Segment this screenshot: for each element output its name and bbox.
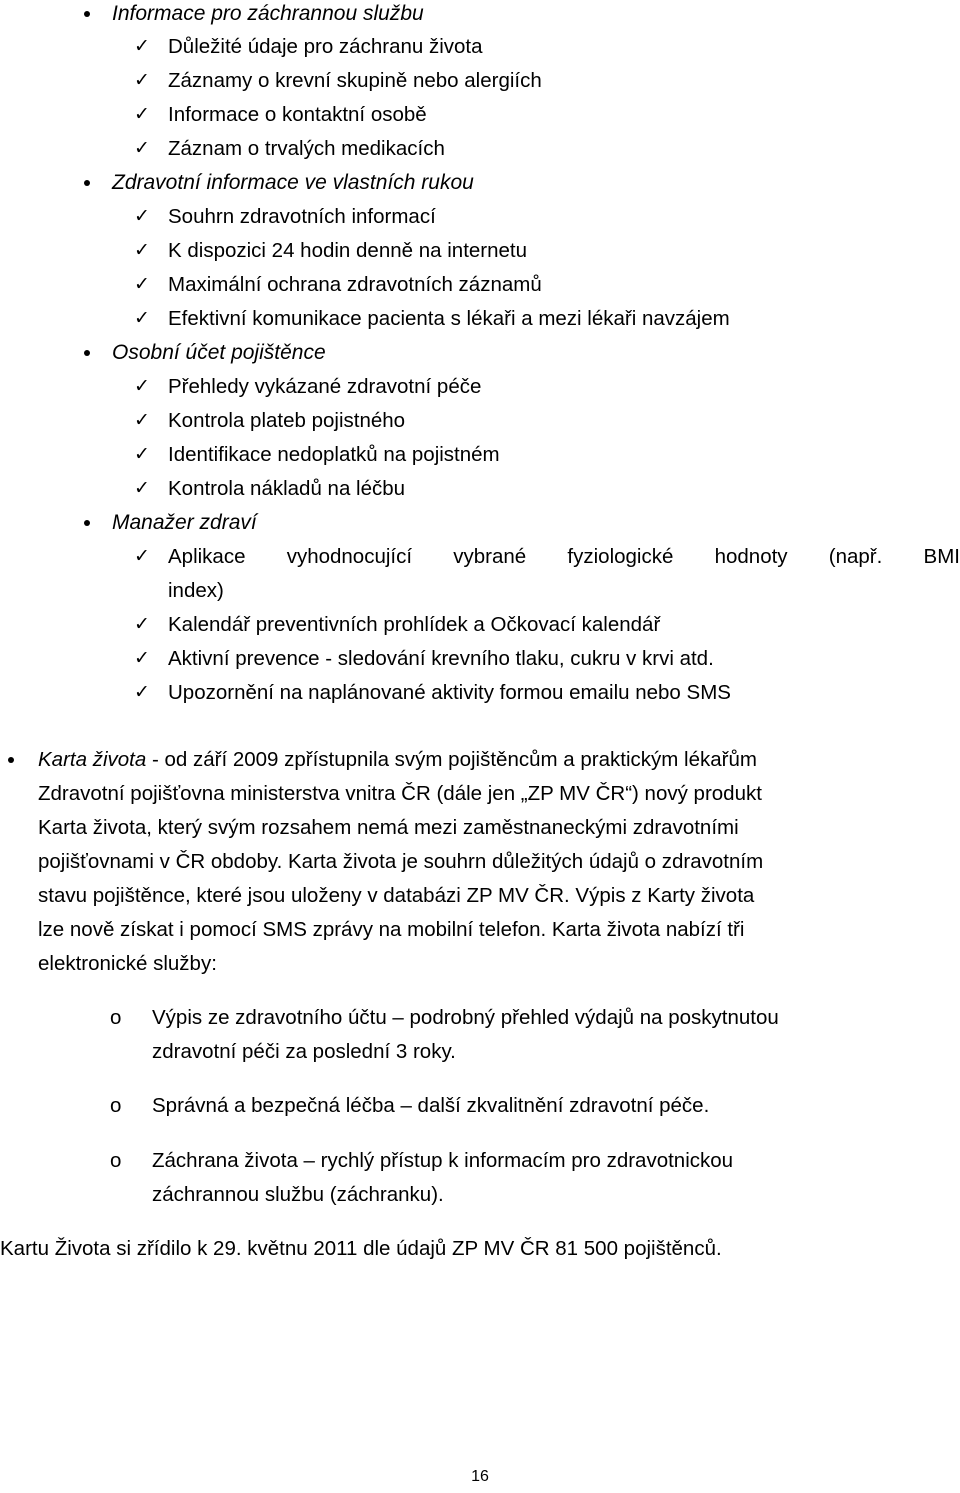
closing-sentence: Kartu Života si zřídilo k 29. květnu 2011 dle údajů ZP MV ČR 81 500 pojištěnců. — [0, 1237, 722, 1260]
check-icon: ✓ — [134, 478, 150, 499]
check-icon: ✓ — [134, 104, 150, 125]
bullet-icon — [8, 757, 14, 763]
check-icon: ✓ — [134, 376, 150, 397]
paragraph-line: stavu pojištěnce, které jsou uloženy v databázi ZP MV ČR. Výpis z Karty života — [38, 884, 755, 907]
list-item: Efektivní komunikace pacienta s lékaři a mezi lékaři navzájem — [168, 307, 730, 330]
list-item: Souhrn zdravotních informací — [168, 205, 436, 228]
list-item: K dispozici 24 hodin denně na internetu — [168, 239, 528, 262]
list-item: Informace o kontaktní osobě — [168, 103, 427, 126]
list-item: Upozornění na naplánované aktivity formou emailu nebo SMS — [168, 681, 731, 704]
karta-title: Karta života — [38, 748, 147, 771]
check-icon: ✓ — [134, 410, 150, 431]
service-line: zdravotní péči za poslední 3 roky. — [152, 1040, 456, 1063]
check-icon: ✓ — [134, 444, 150, 465]
list-item — [168, 540, 960, 608]
paragraph-text: - od září 2009 zpřístupnila svým pojištěncům a praktickým lékařům — [146, 748, 757, 771]
service-marker: o — [110, 1149, 122, 1172]
list-item: Důležité údaje pro záchranu života — [168, 35, 483, 58]
check-icon: ✓ — [134, 240, 150, 261]
service-line: Správná a bezpečná léčba – další zkvalitnění zdravotní péče. — [152, 1094, 710, 1117]
check-icon: ✓ — [134, 614, 150, 635]
check-icon: ✓ — [134, 206, 150, 227]
bullet-icon — [84, 11, 90, 17]
paragraph-line: Zdravotní pojišťovna ministerstva vnitra ČR (dále jen „ZP MV ČR“) nový produkt — [38, 782, 762, 805]
section-heading: Zdravotní informace ve vlastních rukou — [112, 171, 474, 194]
paragraph-line: lze nově získat i pomocí SMS zprávy na mobilní telefon. Karta života nabízí tři — [38, 918, 745, 941]
service-marker: o — [110, 1006, 122, 1029]
bullet-icon — [84, 520, 90, 526]
bullet-icon — [84, 180, 90, 186]
list-item: Kontrola nákladů na léčbu — [168, 477, 406, 500]
list-item: Identifikace nedoplatků na pojistném — [168, 443, 500, 466]
paragraph-line: pojišťovnami v ČR obdoby. Karta života je souhrn důležitých údajů o zdravotním — [38, 850, 764, 873]
paragraph-line: elektronické služby: — [38, 952, 217, 975]
service-marker: o — [110, 1094, 122, 1117]
list-item: Kontrola plateb pojistného — [168, 409, 406, 432]
service-item — [152, 1001, 942, 1069]
list-item: Kalendář preventivních prohlídek a Očkovací kalendář — [168, 613, 661, 636]
list-item: Záznam o trvalých medikacích — [168, 137, 445, 160]
section-heading: Informace pro záchrannou službu — [112, 2, 424, 25]
check-icon: ✓ — [134, 308, 150, 329]
section-heading: Manažer zdraví — [112, 511, 257, 534]
list-item: Maximální ochrana zdravotních záznamů — [168, 273, 542, 296]
karta-paragraph — [38, 743, 938, 981]
service-line: Výpis ze zdravotního účtu – podrobný přehled výdajů na poskytnutou — [152, 1006, 779, 1029]
paragraph-line: Karta života, který svým rozsahem nemá mezi zaměstnaneckými zdravotními — [38, 816, 739, 839]
paragraph-line — [38, 743, 938, 777]
check-icon: ✓ — [134, 546, 150, 567]
page-number: 16 — [471, 1468, 489, 1485]
list-item: Přehledy vykázané zdravotní péče — [168, 375, 482, 398]
list-item-line: Aplikace vyhodnocující vybrané fyziologické hodnoty (např. BMI — [168, 545, 960, 568]
bullet-icon — [84, 350, 90, 356]
service-item — [152, 1144, 942, 1212]
check-icon: ✓ — [134, 138, 150, 159]
list-item-line: index) — [168, 579, 224, 602]
check-icon: ✓ — [134, 682, 150, 703]
service-line: záchrannou službu (záchranku). — [152, 1183, 444, 1206]
list-item: Záznamy o krevní skupině nebo alergiích — [168, 69, 542, 92]
check-icon: ✓ — [134, 274, 150, 295]
service-item — [152, 1089, 942, 1123]
check-icon: ✓ — [134, 36, 150, 57]
check-icon: ✓ — [134, 648, 150, 669]
list-item: Aktivní prevence - sledování krevního tlaku, cukru v krvi atd. — [168, 647, 714, 670]
service-line: Záchrana života – rychlý přístup k informacím pro zdravotnickou — [152, 1149, 734, 1172]
section-heading: Osobní účet pojištěnce — [112, 341, 326, 364]
check-icon: ✓ — [134, 70, 150, 91]
